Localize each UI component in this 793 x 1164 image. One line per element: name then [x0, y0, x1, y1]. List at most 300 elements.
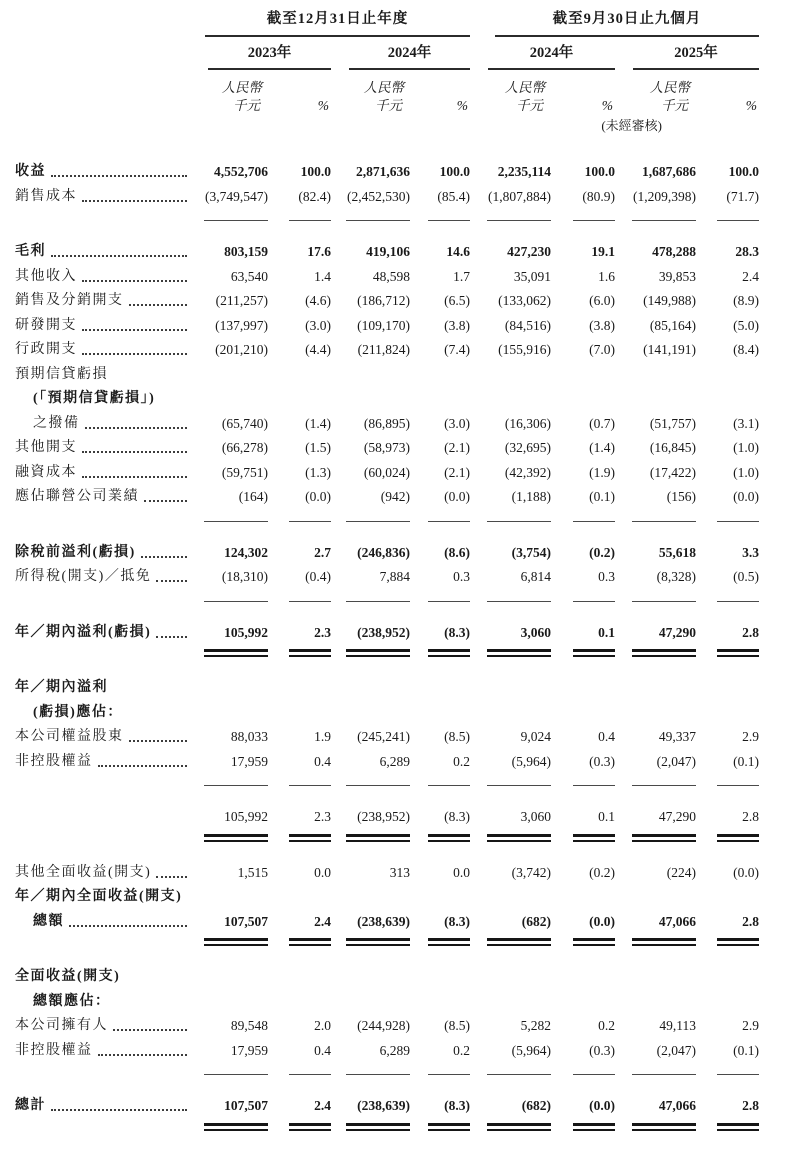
cell-percent: 2.9 — [742, 1018, 759, 1033]
cell-percent: 2.7 — [314, 544, 331, 560]
section-spacer — [15, 842, 759, 861]
cell-percent: 1.9 — [314, 729, 331, 744]
cell-value: 17,959 — [230, 1042, 268, 1058]
cell-value: (5,964) — [511, 753, 551, 769]
cell-percent: (8.3) — [444, 624, 470, 640]
table-row — [15, 861, 759, 886]
cell-percent: 0.4 — [314, 753, 331, 769]
dot-leader — [156, 876, 187, 878]
cell-percent: 100.0 — [728, 164, 759, 179]
cell-percent: 0.3 — [453, 569, 470, 584]
double-rule — [487, 938, 551, 946]
cell-percent: 2.8 — [742, 1098, 759, 1113]
table-row — [15, 412, 759, 437]
cell-value: (211,824) — [357, 342, 410, 357]
cell-percent: (8.5) — [444, 1018, 470, 1033]
cell-percent: (85.4) — [437, 188, 470, 204]
dot-leader — [156, 636, 187, 638]
table-row — [15, 885, 759, 910]
cell-percent: 2.9 — [742, 729, 759, 744]
table-body — [15, 160, 759, 1131]
dot-leader — [82, 353, 187, 355]
row-label: 毛利 — [15, 244, 46, 259]
cell-value: (133,062) — [498, 293, 551, 308]
cell-percent: (5.0) — [733, 317, 759, 333]
dot-leader — [85, 427, 188, 429]
table-row — [15, 1014, 759, 1039]
cell-value: 55,618 — [658, 544, 696, 560]
cell-value: (211,257) — [215, 293, 268, 308]
cell-value: (51,757) — [649, 415, 696, 431]
cell-percent: (8.4) — [733, 342, 759, 357]
cell-percent: 2.0 — [314, 1018, 331, 1033]
double-rule — [346, 834, 410, 842]
double-rule — [487, 649, 551, 657]
cell-percent: (0.0) — [589, 1098, 615, 1113]
double-rule — [632, 1123, 696, 1131]
cell-value: 49,337 — [658, 729, 696, 744]
double-rule — [573, 938, 615, 946]
cell-percent: (0.5) — [733, 569, 759, 584]
dot-leader — [51, 1109, 187, 1111]
cell-value: (65,740) — [221, 415, 268, 431]
cell-value: 6,289 — [379, 753, 410, 769]
cell-value: 47,066 — [658, 913, 696, 929]
cell-value: (16,845) — [649, 440, 696, 455]
section-spacer — [15, 221, 759, 240]
cell-percent: 2.4 — [314, 913, 331, 929]
table-row — [15, 436, 759, 461]
table-row — [15, 314, 759, 339]
cell-percent: (3.0) — [444, 415, 470, 431]
cell-value: (59,751) — [221, 464, 268, 480]
thousand-label: 千元 — [516, 98, 543, 113]
cell-percent: 2.4 — [314, 1098, 331, 1113]
cell-percent: 100.0 — [300, 164, 331, 179]
cell-value: 6,289 — [379, 1042, 410, 1058]
cell-value: 803,159 — [224, 244, 268, 259]
cell-percent: (0.2) — [589, 544, 615, 560]
cell-value: (155,916) — [498, 342, 551, 357]
table-row — [15, 265, 759, 290]
cell-percent: 100.0 — [439, 164, 470, 179]
period-header: 截至9月30日止九個月 — [495, 0, 759, 37]
cell-percent: (1.3) — [305, 464, 331, 480]
cell-value: (3,754) — [511, 544, 551, 560]
cell-percent: (3.8) — [589, 317, 615, 333]
cell-value: 47,290 — [658, 624, 696, 640]
cell-percent: 1.7 — [453, 268, 470, 284]
cell-value: 105,992 — [224, 809, 268, 824]
cell-value: (186,712) — [357, 293, 410, 308]
cell-percent: 2.8 — [742, 913, 759, 929]
cell-percent: (6.5) — [444, 293, 470, 308]
cell-percent: (0.1) — [733, 753, 759, 769]
cell-value: (682) — [521, 1098, 551, 1113]
year-header: 2024年 — [349, 37, 470, 70]
table-row — [15, 990, 759, 1015]
cell-percent: 0.0 — [314, 864, 331, 880]
cell-percent: (0.0) — [733, 864, 759, 880]
cell-percent: (4.4) — [305, 342, 331, 357]
dot-leader — [144, 500, 187, 502]
cell-value: (16,306) — [504, 415, 551, 431]
cell-percent: 0.4 — [598, 729, 615, 744]
cell-value: (1,209,398) — [633, 188, 696, 204]
cell-percent: 2.3 — [314, 624, 331, 640]
section-spacer — [15, 946, 759, 965]
cell-value: (66,278) — [221, 440, 268, 455]
cell-value: 6,814 — [520, 569, 551, 584]
double-rule — [428, 1123, 470, 1131]
cell-percent: 2.8 — [742, 809, 759, 824]
cell-percent: (0.0) — [305, 489, 331, 504]
cell-value: (60,024) — [363, 464, 410, 480]
dot-leader — [69, 925, 187, 927]
year-header: 2025年 — [633, 37, 759, 70]
cell-percent: (8.5) — [444, 729, 470, 744]
table-row — [15, 485, 759, 510]
dot-leader — [98, 1054, 188, 1056]
row-label: 本公司擁有人 — [15, 1018, 108, 1033]
cell-value: 107,507 — [224, 1098, 268, 1113]
cell-percent: (7.0) — [589, 342, 615, 357]
cell-value: (246,836) — [357, 544, 410, 560]
cell-percent: (3.0) — [305, 317, 331, 333]
dot-leader — [82, 451, 187, 453]
cell-percent: (1.0) — [733, 464, 759, 480]
cell-value: 88,033 — [230, 729, 268, 744]
cell-value: 313 — [389, 864, 410, 880]
table-row — [15, 541, 759, 566]
cell-value: (137,997) — [215, 317, 268, 333]
cell-value: 9,024 — [520, 729, 551, 744]
dot-leader — [82, 280, 187, 282]
cell-value: (244,928) — [357, 1018, 410, 1033]
cell-percent: 19.1 — [591, 244, 615, 259]
year-header: 2024年 — [488, 37, 615, 70]
cell-value: (682) — [521, 913, 551, 929]
cell-percent: (0.3) — [589, 753, 615, 769]
double-rule — [346, 649, 410, 657]
cell-value: (2,047) — [656, 1042, 696, 1058]
cell-percent: 0.4 — [314, 1042, 331, 1058]
cell-value: 5,282 — [520, 1018, 551, 1033]
dot-leader — [98, 765, 188, 767]
cell-value: 478,288 — [652, 244, 696, 259]
cell-value: (156) — [666, 489, 696, 504]
cell-percent: 2.8 — [742, 624, 759, 640]
cell-percent: (0.0) — [444, 489, 470, 504]
cell-percent: 2.4 — [742, 268, 759, 284]
row-label: 其他收入 — [15, 268, 77, 284]
cell-percent: 0.2 — [598, 1018, 615, 1033]
section-spacer — [15, 1075, 759, 1094]
cell-percent: 1.4 — [314, 268, 331, 284]
thousand-label: 千元 — [375, 98, 402, 113]
row-label: 總額 — [33, 913, 64, 929]
dot-leader — [141, 556, 187, 558]
row-label: 總額應佔： — [33, 993, 111, 1009]
rule-row — [15, 1119, 759, 1131]
cell-value: 17,959 — [230, 753, 268, 769]
dot-leader — [129, 304, 188, 306]
cell-value: 47,290 — [658, 809, 696, 824]
cell-percent: 0.2 — [453, 1042, 470, 1058]
cell-value: 47,066 — [658, 1098, 696, 1113]
currency-label: 人民幣 — [649, 80, 690, 95]
year-header: 2023年 — [208, 37, 331, 70]
cell-value: 3,060 — [520, 624, 551, 640]
currency-label: 人民幣 — [363, 80, 404, 95]
cell-percent: (1.5) — [305, 440, 331, 455]
double-rule — [717, 938, 759, 946]
table-row — [15, 750, 759, 775]
table-row — [15, 289, 759, 314]
table-row — [15, 338, 759, 363]
row-label: 研發開支 — [15, 317, 77, 333]
cell-percent: (0.7) — [589, 415, 615, 431]
currency-label: 人民幣 — [504, 80, 545, 95]
cell-percent: (7.4) — [444, 342, 470, 357]
cell-percent: 28.3 — [735, 244, 759, 259]
row-label: 總計 — [15, 1098, 46, 1113]
cell-percent: 0.3 — [598, 569, 615, 584]
row-label: 預期信貸虧損 — [15, 366, 108, 382]
cell-value: 1,515 — [237, 864, 268, 880]
dot-leader — [156, 580, 187, 582]
double-rule — [573, 834, 615, 842]
row-label: 非控股權益 — [15, 1042, 93, 1058]
cell-value: (238,952) — [357, 809, 410, 824]
cell-percent: (3.8) — [444, 317, 470, 333]
period-header: 截至12月31日止年度 — [205, 0, 470, 37]
cell-percent: 100.0 — [584, 164, 615, 179]
cell-percent: 0.2 — [453, 753, 470, 769]
cell-percent: 0.0 — [453, 864, 470, 880]
table-row — [15, 240, 759, 265]
cell-percent: (3.1) — [733, 415, 759, 431]
cell-percent: (1.4) — [589, 440, 615, 455]
double-rule — [204, 938, 268, 946]
cell-value: (238,952) — [357, 624, 410, 640]
cell-value: (3,742) — [511, 864, 551, 880]
cell-value: 4,552,706 — [214, 164, 268, 179]
cell-percent: (6.0) — [589, 293, 615, 308]
table-row — [15, 965, 759, 990]
cell-percent: 0.1 — [598, 624, 615, 640]
double-rule — [717, 1123, 759, 1131]
cell-value: (18,310) — [221, 569, 268, 584]
dot-leader — [51, 255, 187, 257]
table-row — [15, 1039, 759, 1064]
row-label: 其他全面收益(開支) — [15, 864, 152, 880]
row-label: 行政開支 — [15, 342, 77, 357]
cell-value: (2,047) — [656, 753, 696, 769]
double-rule — [632, 649, 696, 657]
cell-percent: (8.3) — [444, 913, 470, 929]
cell-value: 2,235,114 — [497, 164, 551, 179]
cell-value: 3,060 — [520, 809, 551, 824]
cell-value: (238,639) — [357, 913, 410, 929]
double-rule — [204, 834, 268, 842]
cell-value: (109,170) — [357, 317, 410, 333]
rule-row — [15, 934, 759, 946]
double-rule — [573, 1123, 615, 1131]
table-row — [15, 910, 759, 935]
row-label: 年／期內溢利 — [15, 680, 108, 695]
rule-row — [15, 590, 759, 602]
thousand-label: 千元 — [661, 98, 688, 113]
table-header — [15, 0, 759, 160]
row-label: 年／期內溢利(虧損) — [15, 624, 152, 640]
double-rule — [346, 1123, 410, 1131]
dot-leader — [82, 329, 187, 331]
cell-percent: (80.9) — [582, 188, 615, 204]
cell-value: 35,091 — [513, 268, 551, 284]
rule-row — [15, 510, 759, 522]
cell-value: (2,452,530) — [347, 188, 410, 204]
double-rule — [289, 834, 331, 842]
cell-percent: (1.9) — [589, 464, 615, 480]
table-row — [15, 461, 759, 486]
table-row — [15, 387, 759, 412]
row-label: (虧損)應佔： — [33, 704, 123, 720]
double-rule — [717, 649, 759, 657]
row-label: 銷售成本 — [15, 188, 77, 204]
rule-row — [15, 830, 759, 842]
table-row — [15, 363, 759, 388]
rule-row — [15, 645, 759, 657]
cell-value: (86,895) — [363, 415, 410, 431]
cell-percent: 0.1 — [598, 809, 615, 824]
dot-leader — [113, 1029, 187, 1031]
section-spacer — [15, 786, 759, 805]
cell-percent: 2.3 — [314, 809, 331, 824]
cell-value: (84,516) — [504, 317, 551, 333]
rule-row — [15, 209, 759, 221]
cell-percent: (8.6) — [444, 544, 470, 560]
cell-percent: 3.3 — [742, 544, 759, 560]
double-rule — [289, 938, 331, 946]
cell-percent: (0.2) — [589, 864, 615, 880]
cell-percent: (8.3) — [444, 809, 470, 824]
dot-leader — [82, 476, 187, 478]
row-label: 之撥備 — [33, 415, 80, 431]
table-row — [15, 805, 759, 830]
double-rule — [428, 938, 470, 946]
rule-row — [15, 774, 759, 786]
row-label: 其他開支 — [15, 440, 77, 455]
double-rule — [204, 649, 268, 657]
cell-percent: (71.7) — [726, 188, 759, 204]
table-row — [15, 621, 759, 646]
row-label: (「預期信貸虧損」) — [33, 391, 156, 406]
cell-value: 427,230 — [507, 244, 551, 259]
cell-percent: (0.1) — [733, 1042, 759, 1058]
double-rule — [717, 834, 759, 842]
row-label: 除稅前溢利(虧損) — [15, 544, 136, 560]
cell-value: (245,241) — [357, 729, 410, 744]
table-row — [15, 185, 759, 210]
cell-value: 49,113 — [659, 1018, 696, 1033]
cell-value: (8,328) — [656, 569, 696, 584]
double-rule — [632, 938, 696, 946]
dot-leader — [129, 740, 188, 742]
cell-value: 419,106 — [366, 244, 410, 259]
double-rule — [632, 834, 696, 842]
row-label: 本公司權益股東 — [15, 729, 124, 744]
section-spacer — [15, 657, 759, 676]
double-rule — [289, 649, 331, 657]
percent-label: % — [745, 98, 757, 113]
table-row — [15, 725, 759, 750]
cell-value: (3,749,547) — [205, 188, 268, 204]
cell-percent: (1.4) — [305, 415, 331, 431]
row-label: 銷售及分銷開支 — [15, 293, 124, 308]
row-label: 年／期內全面收益(開支) — [15, 889, 183, 904]
cell-percent: (8.3) — [444, 1098, 470, 1113]
cell-value: (5,964) — [511, 1042, 551, 1058]
dot-leader — [51, 175, 187, 177]
cell-value: (85,164) — [649, 317, 696, 333]
cell-percent: (82.4) — [298, 188, 331, 204]
double-rule — [487, 1123, 551, 1131]
cell-value: (58,973) — [363, 440, 410, 455]
cell-value: 1,687,686 — [642, 164, 696, 179]
cell-value: (32,695) — [504, 440, 551, 455]
cell-value: 2,871,636 — [356, 164, 410, 179]
double-rule — [573, 649, 615, 657]
table-row — [15, 701, 759, 726]
table-row — [15, 160, 759, 185]
thousand-label: 千元 — [233, 98, 260, 113]
cell-value: (201,210) — [215, 342, 268, 357]
double-rule — [289, 1123, 331, 1131]
cell-percent: (0.0) — [733, 489, 759, 504]
cell-value: (1,188) — [511, 489, 551, 504]
cell-percent: 1.6 — [598, 268, 615, 284]
cell-value: 48,598 — [372, 268, 410, 284]
table-row — [15, 1094, 759, 1119]
row-label: 全面收益(開支) — [15, 969, 121, 984]
cell-percent: (2.1) — [444, 440, 470, 455]
cell-value: 107,507 — [224, 913, 268, 929]
cell-value: (42,392) — [504, 464, 551, 480]
cell-value: (224) — [666, 864, 696, 880]
cell-value: 89,548 — [230, 1018, 268, 1033]
cell-value: 105,992 — [224, 624, 268, 640]
rule-row — [15, 1063, 759, 1075]
row-label: 所得稅(開支)／抵免 — [15, 569, 152, 584]
percent-label: % — [601, 98, 613, 113]
currency-label: 人民幣 — [221, 80, 262, 95]
double-rule — [487, 834, 551, 842]
cell-percent: 14.6 — [446, 244, 470, 259]
cell-value: (164) — [238, 489, 268, 504]
cell-percent: (0.4) — [305, 569, 331, 584]
percent-label: % — [317, 98, 329, 113]
percent-label: % — [456, 98, 468, 113]
cell-value: 124,302 — [224, 544, 268, 560]
cell-value: (238,639) — [357, 1098, 410, 1113]
cell-value: (17,422) — [649, 464, 696, 480]
double-rule — [428, 834, 470, 842]
cell-value: (942) — [380, 489, 410, 504]
section-spacer — [15, 602, 759, 621]
double-rule — [204, 1123, 268, 1131]
row-label: 非控股權益 — [15, 753, 93, 769]
